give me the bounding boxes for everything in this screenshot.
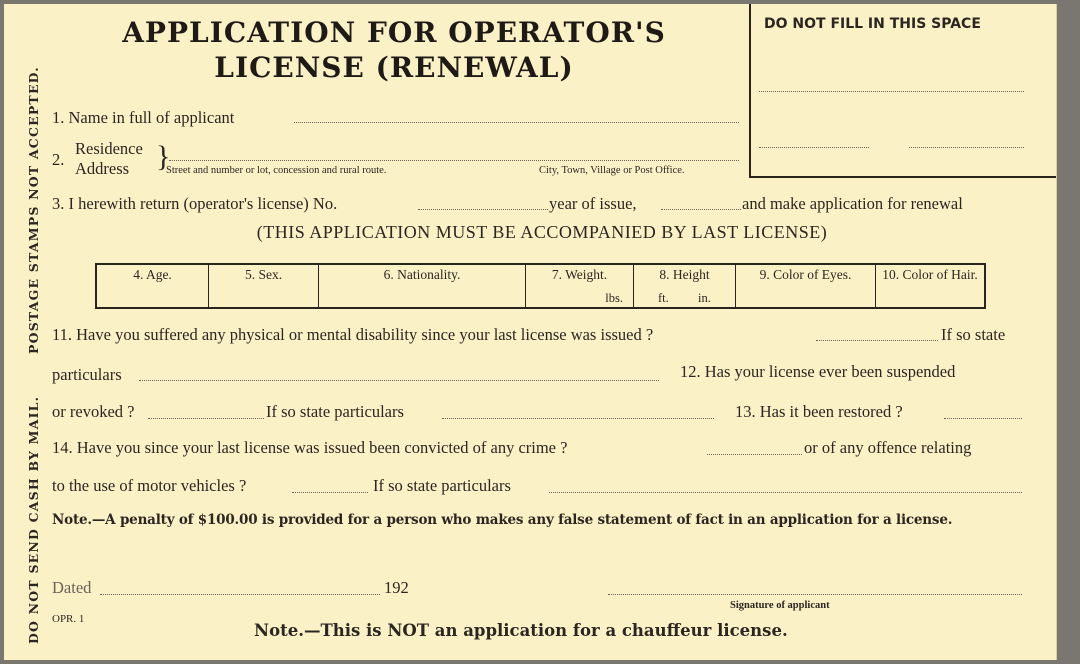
q2-number: 2. xyxy=(52,150,65,169)
description-table xyxy=(95,263,986,309)
side-warning-stamps: POSTAGE STAMPS NOT ACCEPTED. xyxy=(26,66,41,354)
q1-label: 1. Name in full of applicant xyxy=(52,108,235,127)
q14-answer-field[interactable] xyxy=(707,454,802,455)
office-line-2a xyxy=(759,147,869,148)
sex-cell[interactable] xyxy=(209,264,319,308)
q12-if-so: If so state particulars xyxy=(266,402,404,421)
form-title-line1: APPLICATION FOR OPERATOR'S xyxy=(122,16,666,49)
accompany-notice: (THIS APPLICATION MUST BE ACCOMPANIED BY LAST LICENSE) xyxy=(256,222,828,242)
application-form xyxy=(4,4,1057,660)
signature-label: Signature of applicant xyxy=(730,600,830,611)
q11-particulars-label: particulars xyxy=(52,365,122,384)
hair-label: 10. Color of Hair. xyxy=(882,267,978,282)
nationality-cell[interactable] xyxy=(319,264,526,308)
height-cell[interactable] xyxy=(634,264,736,308)
dated-year: 192 xyxy=(384,578,409,597)
sex-label: 5. Sex. xyxy=(244,267,283,282)
height-in-unit: in. xyxy=(698,291,711,305)
q13-text: 13. Has it been restored ? xyxy=(735,402,903,421)
height-ft-unit: ft. xyxy=(658,291,669,305)
office-use-label: DO NOT FILL IN THIS SPACE xyxy=(764,16,981,32)
q3-part2: year of issue, xyxy=(549,194,637,213)
penalty-note: Note.—A penalty of $100.00 is provided for a person who makes any false statement of fact in an application for a license. xyxy=(52,512,953,528)
dated-field[interactable] xyxy=(100,594,380,595)
q11-text: 11. Have you suffered any physical or mental disability since your last license was issued ? xyxy=(52,325,654,344)
q3-year-field[interactable] xyxy=(661,209,741,210)
brace-icon: } xyxy=(156,140,171,173)
q11-answer-field[interactable] xyxy=(816,340,938,341)
q14-text: 14. Have you since your last license was issued been convicted of any crime ? xyxy=(52,438,568,457)
q14-line2: to the use of motor vehicles ? xyxy=(52,476,247,495)
age-label: 4. Age. xyxy=(133,267,172,282)
office-line-2b xyxy=(909,147,1024,148)
q3-part1: 3. I herewith return (operator's license) No. xyxy=(52,194,338,213)
chauffeur-note: Note.—This is NOT an application for a chauffeur license. xyxy=(254,621,788,640)
weight-unit: lbs. xyxy=(605,291,623,305)
q12-text: 12. Has your license ever been suspended xyxy=(680,362,956,381)
weight-label: 7. Weight. xyxy=(551,267,608,282)
q2-address-field[interactable] xyxy=(169,160,739,161)
form-number: OPR. 1 xyxy=(52,613,85,625)
age-cell[interactable] xyxy=(96,264,209,308)
q2-sub-street: Street and number or lot, concession and rural route. xyxy=(166,165,387,176)
q14-or-offence: or of any offence relating xyxy=(804,438,972,457)
nationality-label: 6. Nationality. xyxy=(383,267,461,282)
form-title-line2: LICENSE (RENEWAL) xyxy=(214,51,574,84)
q12-particulars-field[interactable] xyxy=(442,418,714,419)
eyes-label: 9. Color of Eyes. xyxy=(759,267,852,282)
q3-license-no-field[interactable] xyxy=(418,209,548,210)
height-label: 8. Height xyxy=(659,267,710,282)
q13-answer-field[interactable] xyxy=(944,418,1022,419)
q2-label-address: Address xyxy=(75,159,130,178)
q12-answer-field[interactable] xyxy=(148,418,264,419)
q11-particulars-field[interactable] xyxy=(139,380,659,381)
q2-sub-city: City, Town, Village or Post Office. xyxy=(539,165,685,176)
dated-label: Dated xyxy=(52,578,92,597)
q12-or-revoked: or revoked ? xyxy=(52,402,135,421)
q3-part3: and make application for renewal xyxy=(742,194,963,213)
signature-field[interactable] xyxy=(608,594,1022,595)
office-line-1 xyxy=(759,91,1024,92)
q14-vehicle-answer-field[interactable] xyxy=(292,492,368,493)
q1-name-field[interactable] xyxy=(294,122,739,123)
hair-cell[interactable] xyxy=(876,264,986,308)
q2-label-residence: Residence xyxy=(75,139,143,158)
q14-if-so: If so state particulars xyxy=(373,476,511,495)
eyes-cell[interactable] xyxy=(736,264,876,308)
q11-if-so: If so state xyxy=(941,325,1006,344)
side-warning-cash: DO NOT SEND CASH BY MAIL. xyxy=(26,395,41,644)
weight-cell[interactable] xyxy=(526,264,634,308)
q14-particulars-field[interactable] xyxy=(549,492,1022,493)
